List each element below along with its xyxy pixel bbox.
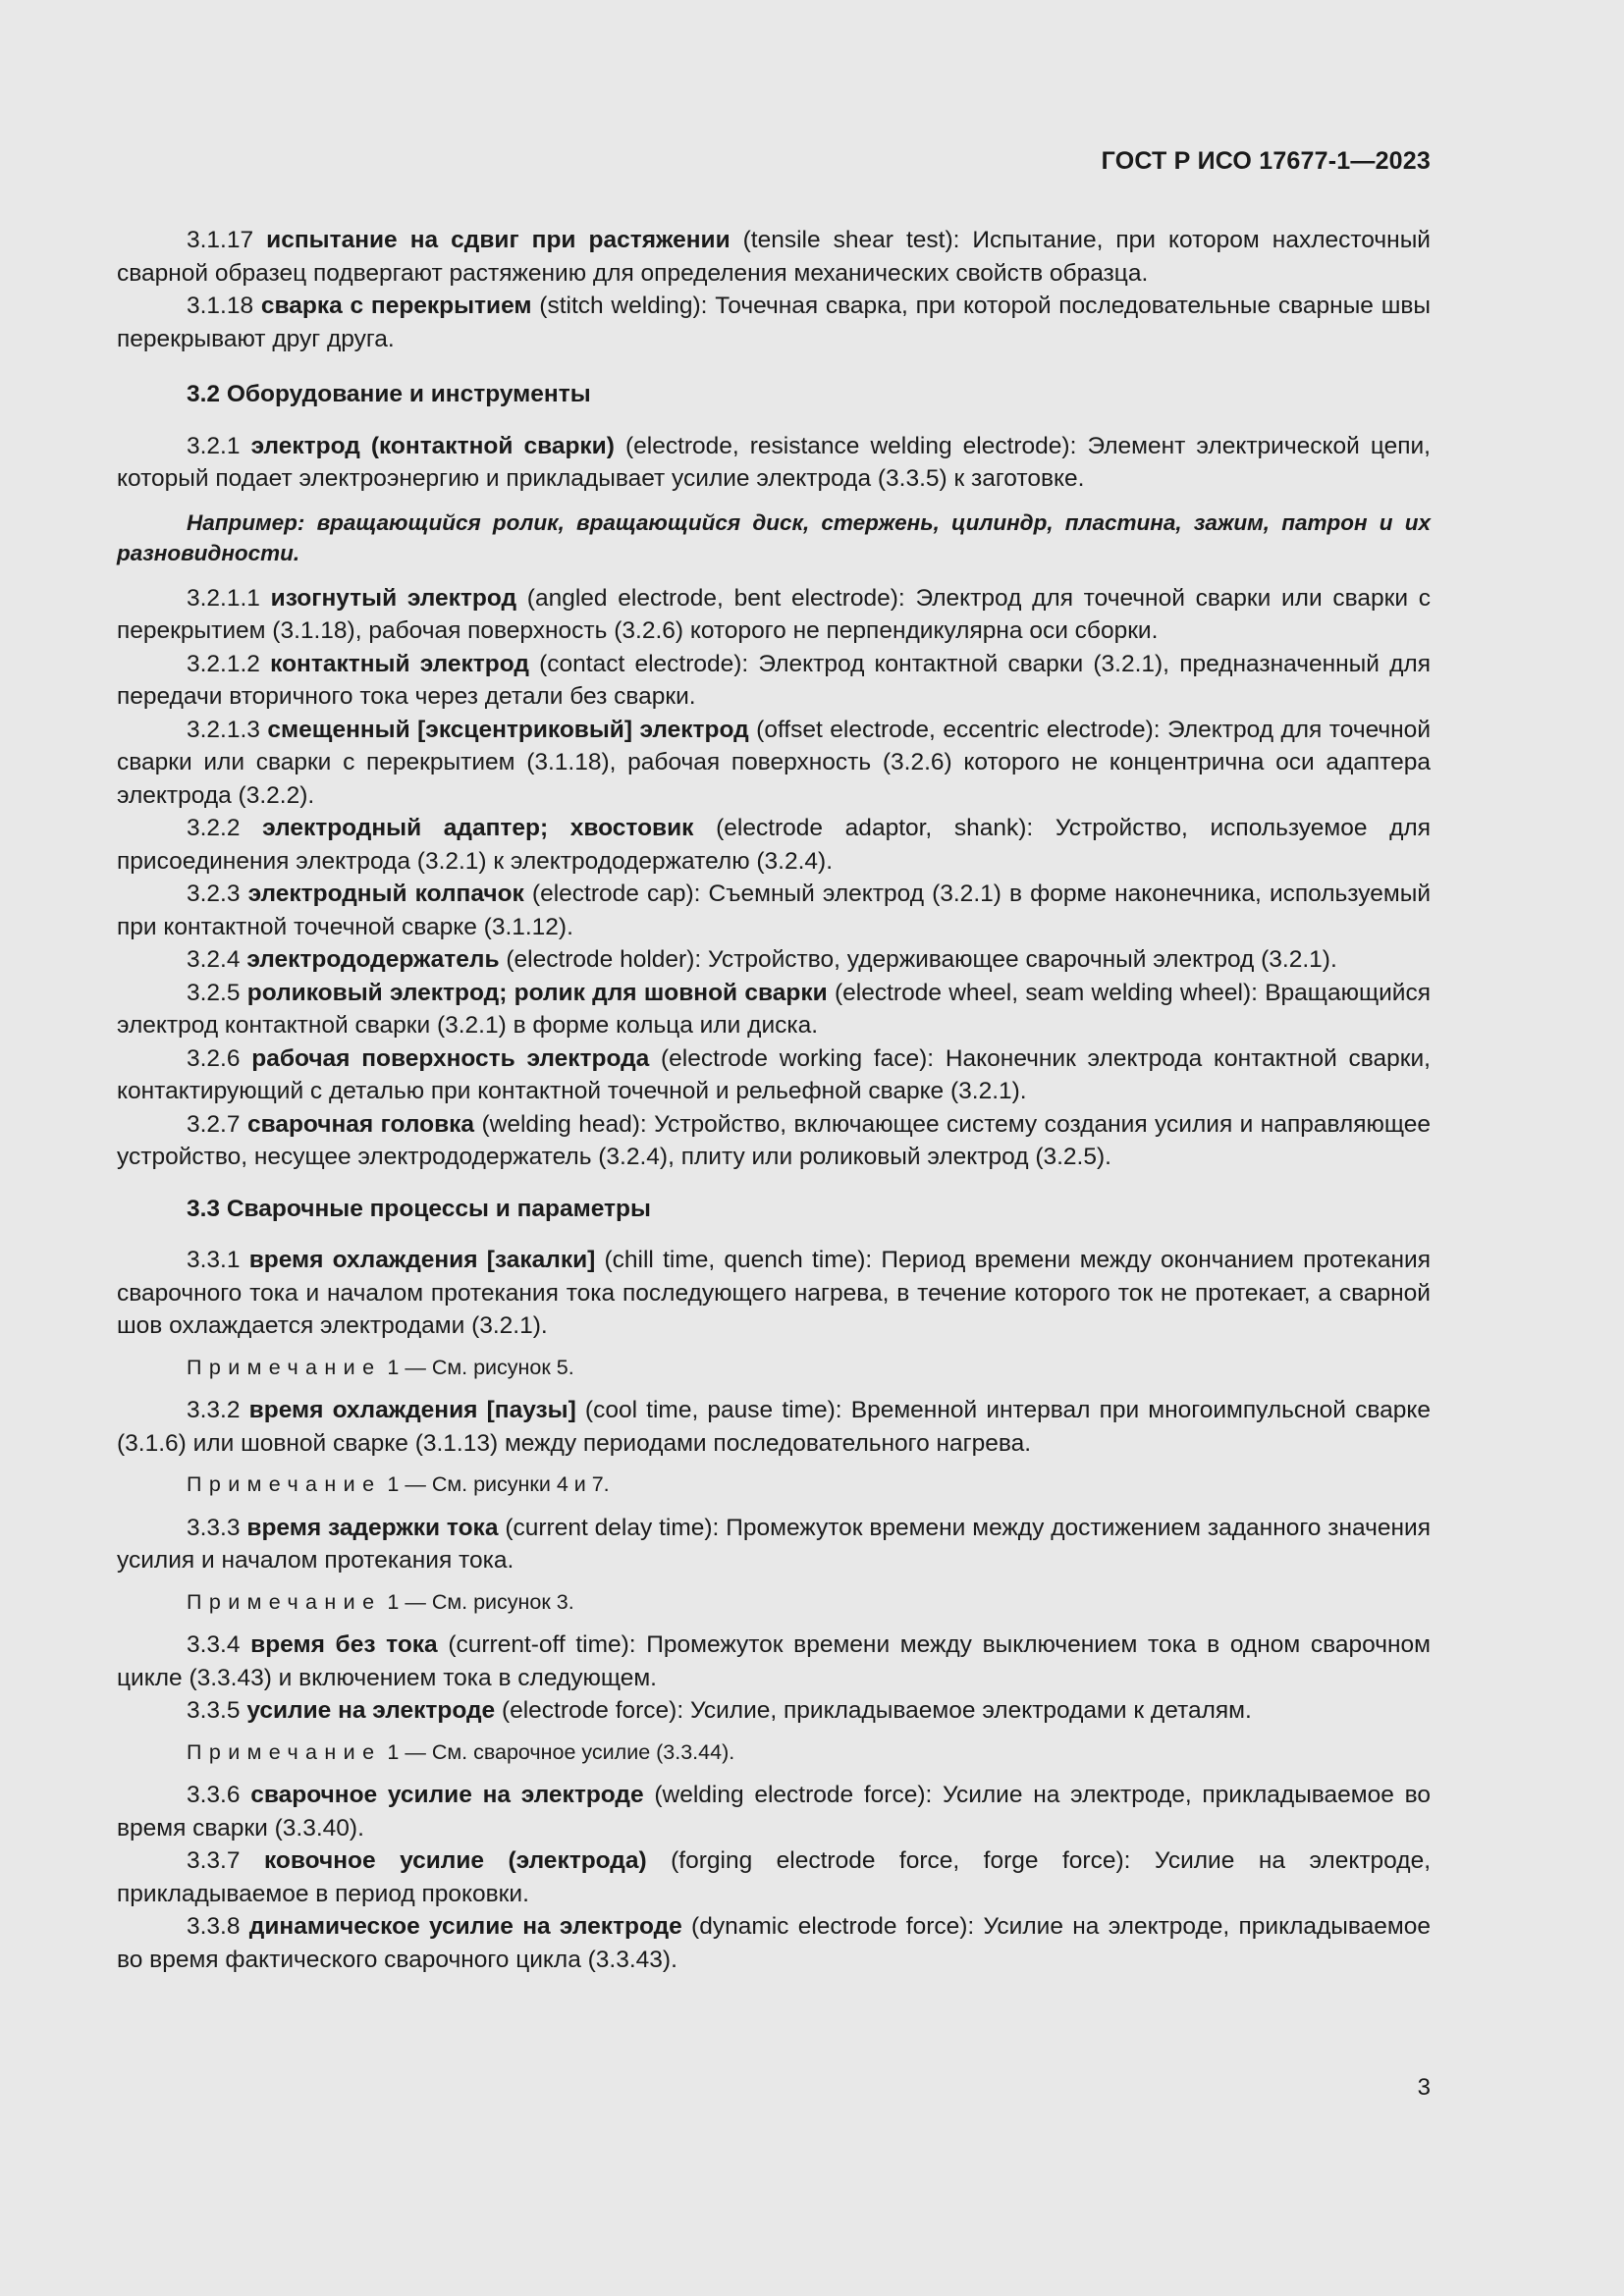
term-number: 3.3.4 bbox=[187, 1631, 241, 1658]
term-definition: (electrode force): Усилие, прикладываемое электродами к деталям. bbox=[495, 1697, 1252, 1724]
term-name: сварка с перекрытием bbox=[260, 293, 532, 319]
term-name: время охлаждения [закалки] bbox=[248, 1247, 596, 1273]
term-entry bbox=[117, 812, 1431, 878]
term-name: контактный электрод bbox=[270, 650, 529, 677]
note-label: Примечание bbox=[187, 1739, 382, 1764]
note bbox=[117, 1468, 1431, 1502]
term-definition: (forging electrode force, forge force): Усилие на электроде, прикладываемое в период проковки. bbox=[117, 1847, 1432, 1907]
term-number: 3.2.5 bbox=[187, 979, 241, 1006]
document-body bbox=[117, 224, 1431, 1976]
term-definition: (tensile shear test): Испытание, при котором нахлесточный сварной образец подвергают растяжению для определения механических свойств образца. bbox=[117, 227, 1431, 287]
term-definition: (angled electrode, bent electrode): Электрод для точечной сварки или сварки с перекрытием (3.1.18), рабочая поверхность (3.2.6) которого не перпендикулярна оси сборки. bbox=[117, 584, 1431, 644]
term-definition: (cool time, pause time): Временной интервал при многоимпульсной сварке (3.1.6) или шовной сварке (3.1.13) между периодами последовательного нагрева. bbox=[117, 1397, 1432, 1457]
term-name: электрододержатель bbox=[246, 946, 500, 973]
term-entry bbox=[117, 290, 1431, 355]
term-entry bbox=[117, 1042, 1431, 1108]
term-definition: (electrode wheel, seam welding wheel): Вращающийся электрод контактной сварки (3.2.1) в форме кольца или диска. bbox=[117, 979, 1431, 1039]
term-name: сварочное усилие на электроде bbox=[250, 1782, 644, 1808]
term-name: время задержки тока bbox=[246, 1514, 499, 1541]
term-number: 3.3.6 bbox=[187, 1782, 241, 1808]
term-name: усилие на электроде bbox=[246, 1697, 496, 1724]
term-entry bbox=[117, 714, 1431, 813]
term-name: смещенный [эксцентриковый] электрод bbox=[267, 716, 749, 743]
term-number: 3.2.1.1 bbox=[187, 584, 260, 612]
term-name: изогнутый электрод bbox=[270, 584, 517, 612]
document-header: ГОСТ Р ИСО 17677-1—2023 bbox=[1101, 147, 1431, 175]
term-definition: (welding electrode force): Усилие на электроде, прикладываемое во время сварки (3.3.40). bbox=[117, 1782, 1431, 1842]
term-definition: (electrode holder): Устройство, удерживающее сварочный электрод (3.2.1). bbox=[499, 946, 1337, 973]
term-name: сварочная головка bbox=[246, 1110, 475, 1138]
term-definition: (contact electrode): Электрод контактной сварки (3.2.1), предназначенный для передачи вторичного тока через детали без сварки. bbox=[117, 650, 1431, 710]
term-name: испытание на сдвиг при растяжении bbox=[266, 227, 731, 253]
term-name: ковочное усилие (электрода) bbox=[263, 1847, 647, 1874]
term-name: роликовый электрод; ролик для шовной сварки bbox=[246, 979, 828, 1006]
term-name: динамическое усилие на электроде bbox=[248, 1913, 682, 1940]
section-title: 3.3 Сварочные процессы и параметры bbox=[187, 1195, 651, 1222]
term-number: 3.3.8 bbox=[187, 1913, 241, 1940]
term-entry bbox=[117, 582, 1431, 648]
term-entry bbox=[117, 1108, 1431, 1174]
page-number: 3 bbox=[1417, 2074, 1431, 2101]
term-entry bbox=[117, 1844, 1431, 1910]
term-entry bbox=[117, 1244, 1431, 1343]
note bbox=[117, 1352, 1431, 1385]
term-number: 3.3.5 bbox=[187, 1697, 241, 1724]
term-definition: (electrode cap): Съемный электрод (3.2.1) в форме наконечника, используемый при контактной точечной сварке (3.1.12). bbox=[117, 881, 1432, 940]
term-definition: (electrode, resistance welding electrode): Элемент электрической цепи, который подает электроэнергию и прикладывает усилие электрода (3.3.5) к заготовке. bbox=[117, 432, 1431, 492]
note-label: Примечание bbox=[187, 1589, 382, 1614]
term-number: 3.3.3 bbox=[187, 1514, 241, 1541]
term-definition: (stitch welding): Точечная сварка, при которой последовательные сварные швы перекрывают друг друга. bbox=[117, 293, 1431, 352]
term-entry bbox=[117, 1629, 1431, 1694]
term-number: 3.3.1 bbox=[187, 1247, 241, 1273]
term-entry bbox=[117, 1512, 1431, 1577]
term-number: 3.1.17 bbox=[187, 227, 254, 253]
note-text: 1 — См. рисунок 5. bbox=[381, 1355, 574, 1379]
term-number: 3.2.6 bbox=[187, 1044, 241, 1072]
section-title: 3.2 Оборудование и инструменты bbox=[187, 381, 591, 407]
note-text: 1 — См. сварочное усилие (3.3.44). bbox=[381, 1739, 735, 1764]
term-number: 3.1.18 bbox=[187, 293, 254, 319]
term-number: 3.2.1.3 bbox=[187, 716, 260, 743]
term-definition: (chill time, quench time): Период времени между окончанием протекания сварочного тока и началом протекания тока последующего нагрева, в течение которого ток не протекает, а сварной шов охлаждается электродами (3.2.1). bbox=[117, 1247, 1431, 1339]
term-number: 3.2.1.2 bbox=[187, 650, 260, 677]
term-definition: (current-off time): Промежуток времени между выключением тока в одном сварочном цикле (3.3.43) и включением тока в следующем. bbox=[117, 1631, 1431, 1691]
term-definition: (electrode adaptor, shank): Устройство, используемое для присоединения электрода (3.2.1) к электрододержателю (3.2.4). bbox=[117, 815, 1431, 875]
note-label: Примечание bbox=[187, 1355, 382, 1379]
term-entry bbox=[117, 878, 1431, 943]
term-number: 3.2.3 bbox=[187, 881, 241, 907]
term-name: время без тока bbox=[250, 1631, 438, 1658]
term-definition: (offset electrode, eccentric electrode): Электрод для точечной сварки или сварки с перекрытием (3.1.18), рабочая поверхность (3.2.6) которого не концентрична оси адаптера электрода (3.2.2). bbox=[117, 716, 1431, 809]
note bbox=[117, 1586, 1431, 1620]
term-name: время охлаждения [паузы] bbox=[248, 1397, 576, 1423]
term-entry bbox=[117, 1779, 1431, 1844]
note-label: Примечание bbox=[187, 1472, 382, 1496]
term-definition: (electrode working face): Наконечник электрода контактной сварки, контактирующий с деталью при контактной точечной и рельефной сварке (3.2.1). bbox=[117, 1044, 1431, 1104]
term-number: 3.2.2 bbox=[187, 815, 241, 841]
term-entry bbox=[117, 1394, 1431, 1460]
term-definition: (dynamic electrode force): Усилие на электроде, прикладываемое во время фактического сварочного цикла (3.3.43). bbox=[117, 1913, 1432, 1973]
term-definition: (welding head): Устройство, включающее систему создания усилия и направляющее устройство, несущее электрододержатель (3.2.4), плиту или роликовый электрод (3.2.5). bbox=[117, 1110, 1431, 1170]
term-number: 3.2.4 bbox=[187, 946, 241, 973]
note-text: 1 — См. рисунок 3. bbox=[381, 1589, 574, 1614]
term-number: 3.2.1 bbox=[187, 432, 241, 459]
note bbox=[117, 1736, 1431, 1770]
note-text: 1 — См. рисунки 4 и 7. bbox=[381, 1472, 610, 1496]
term-entry bbox=[117, 1910, 1431, 1976]
term-name: электродный колпачок bbox=[247, 881, 524, 907]
term-entry bbox=[117, 977, 1431, 1042]
term-name: рабочая поверхность электрода bbox=[251, 1044, 650, 1072]
example-text: Например: вращающийся ролик, вращающийся диск, стержень, цилиндр, пластина, зажим, патрон и их разновидности. bbox=[117, 509, 1431, 565]
term-number: 3.3.7 bbox=[187, 1847, 241, 1874]
term-number: 3.2.7 bbox=[187, 1110, 241, 1138]
term-name: электродный адаптер; хвостовик bbox=[262, 815, 694, 841]
term-entry bbox=[117, 1694, 1431, 1728]
term-entry bbox=[117, 648, 1431, 714]
term-number: 3.3.2 bbox=[187, 1397, 241, 1423]
term-entry bbox=[117, 943, 1431, 977]
term-name: электрод (контактной сварки) bbox=[250, 432, 615, 459]
term-entry bbox=[117, 430, 1431, 496]
term-definition: (current delay time): Промежуток времени между достижением заданного значения усилия и началом протекания тока. bbox=[117, 1514, 1432, 1574]
term-entry bbox=[117, 224, 1431, 290]
